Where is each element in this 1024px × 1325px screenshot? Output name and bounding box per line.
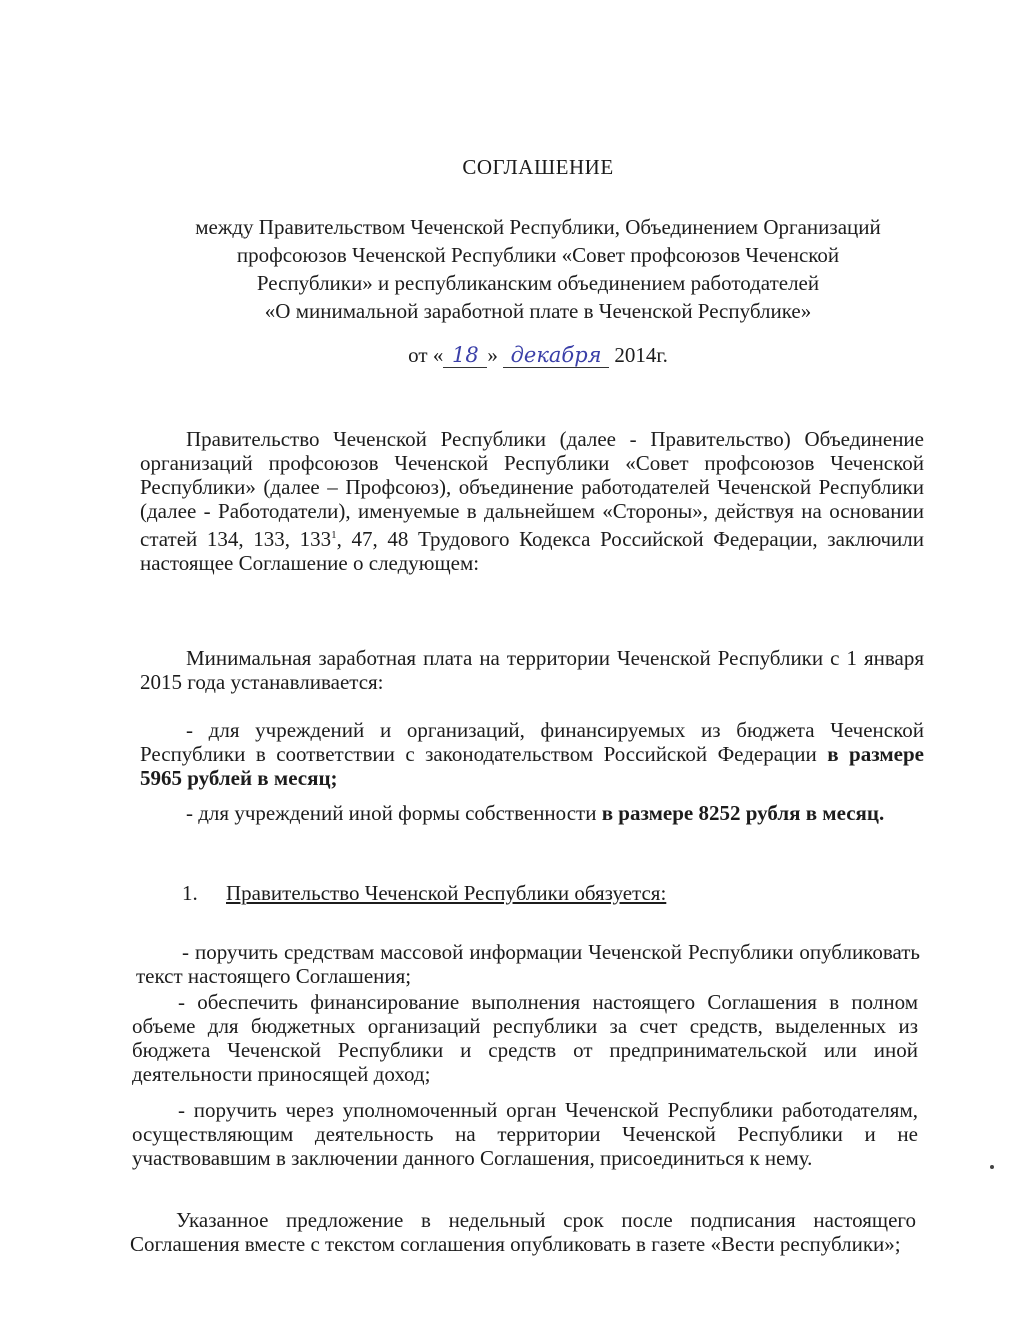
- other-wage-text: - для учреждений иной формы собственности: [186, 801, 602, 825]
- publication-paragraph: Указанное предложение в недельный срок после подписания настоящего Соглашения вместе с текстом соглашения опубликовать в газете «Вести республики»;: [130, 1208, 916, 1256]
- handwritten-day: 18: [443, 343, 487, 368]
- budget-wage-amount: в размере 5965 рублей в месяц;: [140, 742, 924, 790]
- intro-text-b: , 47, 48 Трудового Кодекса Российской Федерации, заключили настоящее Соглашение о следующем:: [140, 527, 924, 575]
- agreement-date: [0, 343, 1024, 368]
- article-superscript: 1: [331, 529, 337, 541]
- subtitle-line: профсоюзов Чеченской Республики «Совет профсоюзов Чеченской: [236, 243, 840, 267]
- handwritten-month: декабря: [503, 343, 609, 368]
- obligation-item: - поручить через уполномоченный орган Чеченской Республики работодателям, осуществляющим деятельность на территории Чеченской Республики и не участвовавшим в заключении данного Соглашения, присоединиться к нему.: [132, 1098, 918, 1170]
- obligation-item: - поручить средствам массовой информации Чеченской Республики опубликовать текст настоящего Соглашения;: [136, 940, 920, 988]
- date-mid: »: [487, 343, 498, 367]
- subtitle-line: Республики» и республиканским объединением работодателей: [256, 271, 820, 295]
- minimum-wage-paragraph: Минимальная заработная плата на территории Чеченской Республики с 1 января 2015 года устанавливается:: [140, 646, 924, 694]
- document-subtitle: [110, 213, 966, 325]
- subtitle-line: «О минимальной заработной плате в Чеченской Республике»: [264, 299, 812, 323]
- obligation-item: - обеспечить финансирование выполнения настоящего Соглашения в полном объеме для бюджетных организаций республики за счет средств, выделенных из бюджета Чеченской Республики и средств от предпринимательской или иной деятельности приносящей доход;: [132, 990, 918, 1086]
- other-wage-item: [140, 801, 924, 825]
- budget-wage-text: - для учреждений и организаций, финансируемых из бюджета Чеченской Республики в соответствии с законодательством Российской Федерации: [140, 718, 924, 766]
- subtitle-line: между Правительством Чеченской Республики, Объединением Организаций: [195, 215, 881, 239]
- section-heading-1: [182, 881, 666, 906]
- document-title: СОГЛАШЕНИЕ: [462, 155, 614, 179]
- section-number: 1.: [182, 881, 198, 905]
- section-label: Правительство Чеченской Республики обязуется:: [226, 881, 667, 905]
- date-year: 2014г.: [614, 343, 668, 367]
- intro-text-a: Правительство Чеченской Республики (далее - Правительство) Объединение организаций профсоюзов Чеченской Республики «Совет профсоюзов Чеченской Республики» (далее – Профсоюз), объединение работодателей Чеченской Республики (далее - Работодатели), именуемые в дальнейшем «Стороны», действуя на основании статей 134, 133, 133: [140, 427, 924, 551]
- intro-paragraph: [140, 427, 924, 575]
- other-wage-amount: в размере 8252 рубля в месяц.: [601, 801, 885, 825]
- date-prefix: от «: [408, 343, 444, 367]
- scan-speck: [990, 1165, 994, 1169]
- budget-wage-item: [140, 718, 924, 790]
